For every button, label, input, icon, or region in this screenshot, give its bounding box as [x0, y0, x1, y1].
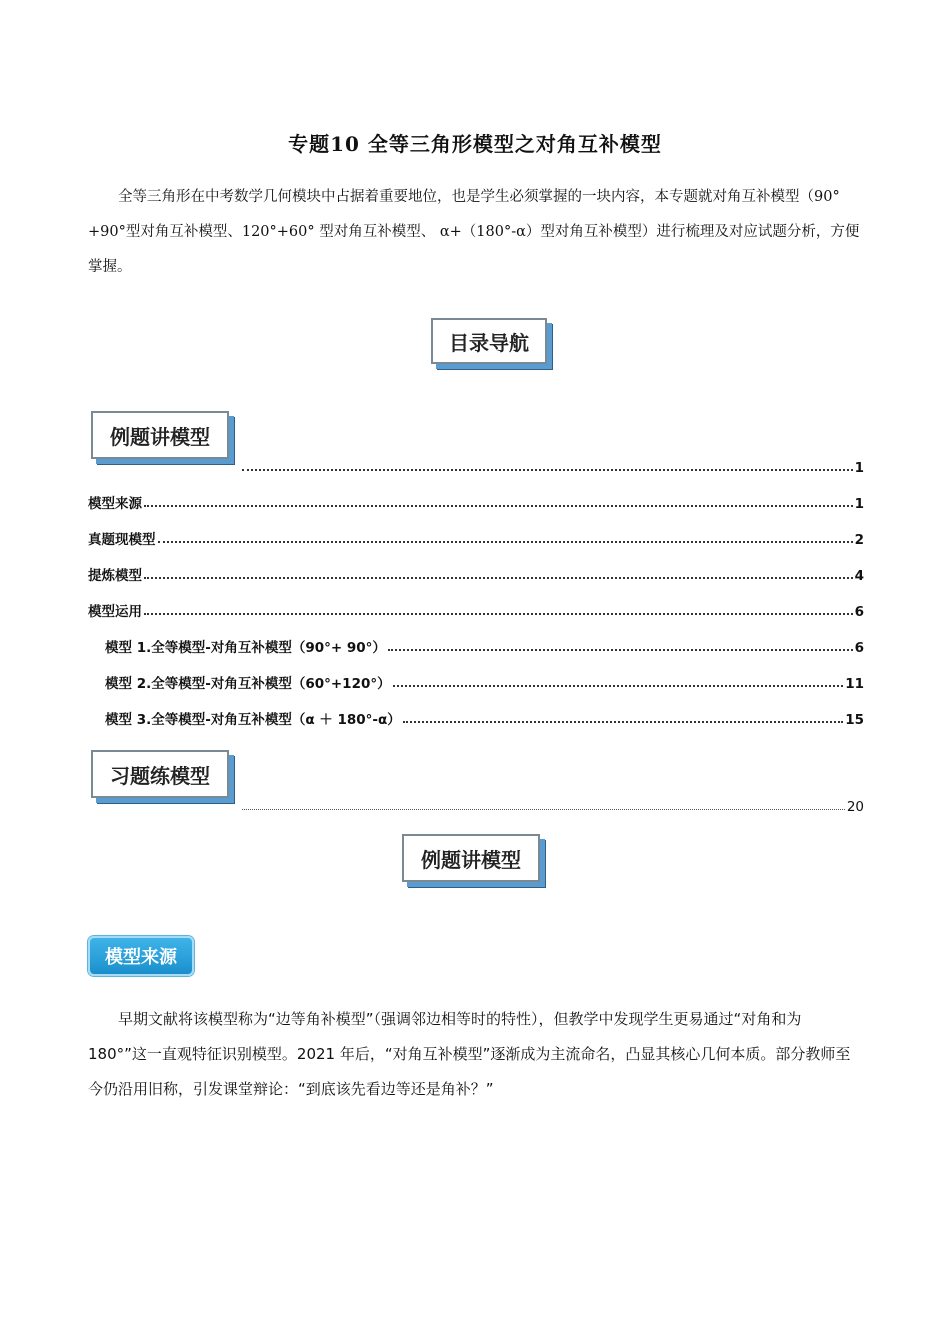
toc-entry-page: 11 [845, 676, 864, 692]
toc-entry-label: 模型来源 [88, 496, 142, 512]
toc-entry-label: 模型运用 [88, 604, 142, 620]
body-paragraph: 早期文献将该模型称为“边等角补模型”（强调邻边相等时的特性），但教学中发现学生更易通过“对角和为 180°”这一直观特征识别模型。2021 年后，“对角互补模型”逐渐成为主流命名，凸显其核心几何本质。部分教师至今仍沿用旧称，引发课堂辩论：“到底该先看边等还是角补？” [88, 1010, 851, 1098]
page-title: 专题10 全等三角形模型之对角互补模型 [288, 132, 662, 156]
toc-leader [393, 684, 844, 687]
toc-entry-refine-model[interactable] [88, 562, 864, 584]
toc-entry-real-questions[interactable] [88, 526, 864, 548]
toc-leader [158, 540, 853, 543]
toc-entry-model-2[interactable] [88, 670, 864, 692]
model-source-badge [88, 936, 194, 976]
toc-entry-page: 2 [854, 532, 864, 548]
toc-heading-label: 目录导航 [449, 330, 529, 355]
toc-entry-model-1[interactable] [88, 634, 864, 656]
toc-entry-section2[interactable] [240, 793, 864, 815]
toc-leader [144, 576, 853, 579]
toc-leader [144, 504, 853, 507]
section1-heading-repeat-label: 例题讲模型 [421, 847, 521, 872]
toc-entry-page: 15 [845, 712, 864, 728]
toc-entry-page: 1 [854, 496, 864, 512]
toc-entry-page: 20 [846, 799, 864, 815]
toc-entry-model-usage[interactable] [88, 598, 864, 620]
toc-entry-page: 6 [854, 604, 864, 620]
section1-heading-label: 例题讲模型 [110, 424, 210, 449]
section2-heading-label: 习题练模型 [110, 763, 210, 788]
toc-heading-box [431, 318, 547, 364]
toc-entry-model-3[interactable] [88, 706, 864, 728]
toc-entry-label: 模型 3.全等模型-对角互补模型（α ＋ 180°-α） [105, 712, 401, 728]
toc-entry-label: 模型 1.全等模型-对角互补模型（90°+ 90°） [105, 640, 386, 656]
toc-leader [242, 808, 845, 810]
toc-entry-label: 真题现模型 [88, 532, 156, 548]
toc-leader [144, 612, 853, 615]
toc-entry-label: 提炼模型 [88, 568, 142, 584]
toc-entry-section1[interactable] [240, 454, 864, 476]
toc-entry-page: 1 [854, 460, 864, 476]
toc-entry-label: 模型 2.全等模型-对角互补模型（60°+120°） [105, 676, 391, 692]
model-source-badge-label: 模型来源 [105, 947, 177, 968]
section1-heading-box-repeat [402, 834, 540, 882]
toc-leader [403, 720, 843, 723]
toc-leader [388, 648, 853, 651]
section1-heading-box [91, 411, 229, 459]
intro-paragraph: 全等三角形在中考数学几何模块中占据着重要地位，也是学生必须掌握的一块内容，本专题就对角互补模型（90°+90°型对角互补模型、120°+60° 型对角互补模型、 α+（180°-α）型对角互补模型）进行梳理及对应试题分析，方便掌握。 [88, 189, 860, 275]
section2-heading-box [91, 750, 229, 798]
toc-entry-model-source[interactable] [88, 490, 864, 512]
toc-entry-page: 6 [854, 640, 864, 656]
toc-entry-page: 4 [854, 568, 864, 584]
toc-leader [242, 468, 853, 471]
